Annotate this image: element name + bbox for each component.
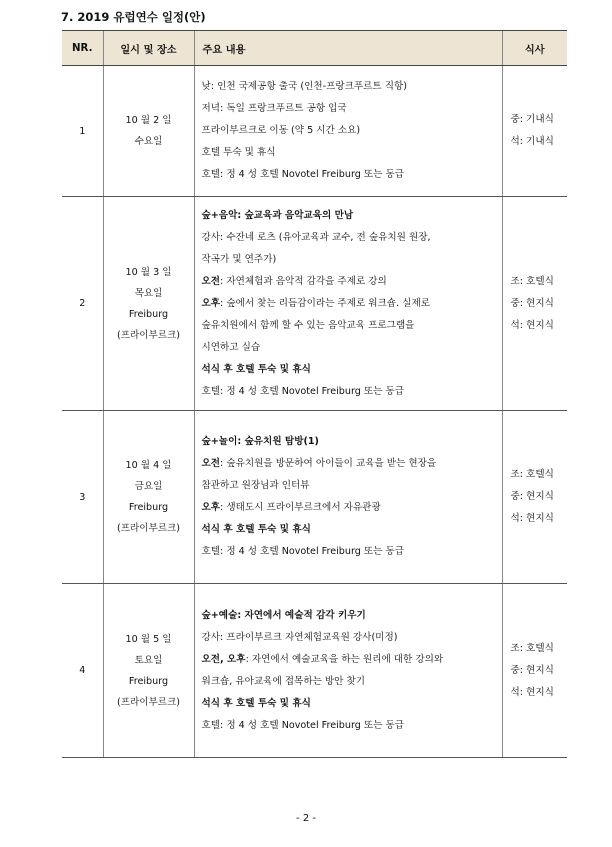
content-text: : 자연에서 예술교육을 하는 원리에 대한 강의와 bbox=[245, 653, 444, 665]
content-line bbox=[202, 337, 502, 359]
content-line bbox=[202, 227, 502, 249]
table-row bbox=[62, 197, 567, 411]
content-label: 호텔 bbox=[201, 169, 221, 180]
content-text: 석식 후 호텔 투숙 및 휴식 bbox=[201, 524, 311, 535]
content-label: 강사 bbox=[201, 231, 221, 243]
content-line bbox=[202, 627, 502, 649]
content-text: 시연하고 실습 bbox=[201, 341, 261, 353]
content-line bbox=[202, 671, 502, 693]
content-text: : 수잔네 로츠 (유아교육과 교수, 전 숲유치원 원장, bbox=[220, 231, 431, 243]
content-cell bbox=[194, 584, 502, 758]
meal-cell bbox=[502, 584, 567, 758]
row-number: 1 bbox=[62, 66, 103, 197]
content-text: : 정 4 성 호텔 Novotel Freiburg 또는 동급 bbox=[220, 385, 404, 397]
content-line bbox=[202, 693, 502, 715]
date-line: 목요일 bbox=[134, 287, 163, 299]
content-label: 오전, 오후 bbox=[201, 653, 246, 665]
header-row bbox=[62, 31, 567, 66]
date-line: Freiburg bbox=[128, 675, 169, 687]
content-line bbox=[202, 76, 502, 98]
content-text: : 숲에서 찾는 리듬감이라는 주제로 워크숍. 실제로 bbox=[220, 297, 430, 309]
row-number: 3 bbox=[62, 411, 103, 584]
content-line bbox=[202, 249, 502, 271]
content-label: 낮 bbox=[201, 81, 211, 92]
content-cell bbox=[194, 197, 502, 411]
content-text: : 독일 프랑크푸르트 공항 입국 bbox=[220, 103, 347, 114]
content-label: 호텔 bbox=[201, 719, 221, 731]
date-place-cell bbox=[103, 584, 194, 758]
schedule-table bbox=[62, 30, 567, 758]
meal-line: 석: 기내식 bbox=[510, 136, 554, 147]
content-label: 호텔 bbox=[201, 546, 221, 557]
table-row bbox=[62, 411, 567, 584]
content-label: 오후 bbox=[201, 297, 221, 309]
content-text: 석식 후 호텔 투숙 및 휴식 bbox=[201, 363, 311, 375]
content-text: 작곡가 및 연주가) bbox=[201, 253, 277, 265]
content-text: : 프라이부르크 자연체험교육원 강사(미정) bbox=[220, 631, 398, 643]
page-number: - 2 - bbox=[296, 813, 316, 824]
content-label: 호텔 bbox=[201, 385, 221, 397]
content-line bbox=[202, 431, 502, 453]
content-label: 강사 bbox=[201, 631, 221, 643]
content-text: 숲+놀이: 숲유치원 탐방(1) bbox=[201, 436, 319, 447]
content-line bbox=[202, 649, 502, 671]
content-text: : 정 4 성 호텔 Novotel Freiburg 또는 동급 bbox=[220, 546, 404, 557]
content-cell bbox=[194, 411, 502, 584]
content-line bbox=[202, 120, 502, 142]
meal-cell bbox=[502, 197, 567, 411]
content-text: : 정 4 성 호텔 Novotel Freiburg 또는 동급 bbox=[220, 719, 404, 731]
header-content: 주요 내용 bbox=[194, 31, 502, 66]
date-line: 토요일 bbox=[134, 654, 163, 666]
content-text: 숲유치원에서 함께 할 수 있는 음악교육 프로그램을 bbox=[201, 319, 415, 331]
content-line bbox=[202, 164, 502, 186]
content-text: 참관하고 원장님과 인터뷰 bbox=[201, 480, 310, 491]
content-line bbox=[202, 381, 502, 403]
content-label: 오후 bbox=[201, 502, 221, 513]
content-label: 저녁 bbox=[201, 103, 221, 114]
content-line bbox=[202, 475, 502, 497]
content-line bbox=[202, 271, 502, 293]
meal-line: 중: 현지식 bbox=[510, 491, 554, 502]
row-number: 4 bbox=[62, 584, 103, 758]
content-line bbox=[202, 142, 502, 164]
meal-line: 조: 호텔식 bbox=[510, 469, 554, 480]
date-place-cell bbox=[103, 197, 194, 411]
table-row bbox=[62, 584, 567, 758]
content-cell bbox=[194, 66, 502, 197]
header-nr: NR. bbox=[62, 31, 103, 66]
content-text: : 숲유치원을 방문하여 아이들이 교육을 받는 현장을 bbox=[220, 458, 437, 469]
header-date-place: 일시 및 장소 bbox=[103, 31, 194, 66]
content-text: 숲+음악: 숲교육과 음악교육의 만남 bbox=[201, 209, 354, 221]
section-title: 7. 2019 유럽연수 일정(안) bbox=[61, 10, 206, 24]
date-line: (프라이부르크) bbox=[116, 329, 181, 341]
meal-line: 석: 현지식 bbox=[510, 319, 554, 331]
meal-cell bbox=[502, 411, 567, 584]
date-line: (프라이부르크) bbox=[116, 523, 181, 534]
content-text: 숲+예술: 자연에서 예술적 감각 키우기 bbox=[201, 609, 366, 621]
content-line bbox=[202, 293, 502, 315]
content-line bbox=[202, 453, 502, 475]
row-number: 2 bbox=[62, 197, 103, 411]
content-line bbox=[202, 519, 502, 541]
date-line: Freiburg bbox=[128, 308, 169, 320]
date-line: 금요일 bbox=[134, 481, 163, 492]
table-row bbox=[62, 66, 567, 197]
content-label: 오전 bbox=[201, 458, 221, 469]
date-line: 10 월 2 일 bbox=[125, 115, 172, 126]
content-line bbox=[202, 497, 502, 519]
meal-line: 중: 현지식 bbox=[510, 664, 554, 676]
header-meal: 식사 bbox=[502, 31, 567, 66]
content-text: : 생태도시 프라이부르크에서 자유관광 bbox=[220, 502, 381, 513]
date-line: 10 월 5 일 bbox=[125, 633, 172, 645]
meal-line: 중: 기내식 bbox=[510, 114, 554, 125]
meal-line: 석: 현지식 bbox=[510, 686, 554, 698]
content-line bbox=[202, 715, 502, 737]
content-label: 오전 bbox=[201, 275, 221, 287]
content-text: 석식 후 호텔 투숙 및 휴식 bbox=[201, 697, 311, 709]
content-line bbox=[202, 605, 502, 627]
content-text: : 자연체험과 음악적 감각을 주제로 강의 bbox=[220, 275, 387, 287]
date-line: 10 월 3 일 bbox=[125, 266, 172, 278]
content-text: : 정 4 성 호텔 Novotel Freiburg 또는 동급 bbox=[220, 169, 404, 180]
content-text: 호텔 투숙 및 휴식 bbox=[201, 147, 276, 158]
date-line: 수요일 bbox=[134, 136, 163, 147]
meal-line: 중: 현지식 bbox=[510, 297, 554, 309]
content-line bbox=[202, 315, 502, 337]
date-line: Freiburg bbox=[128, 502, 169, 513]
date-line: (프라이부르크) bbox=[116, 696, 181, 708]
content-line bbox=[202, 541, 502, 563]
content-line bbox=[202, 98, 502, 120]
content-text: 워크숍, 유아교육에 접목하는 방안 찾기 bbox=[201, 675, 366, 687]
content-text: 프라이부르크로 이동 (약 5 시간 소요) bbox=[201, 125, 361, 136]
content-text: : 인천 국제공항 출국 (인천-프랑크푸르트 직항) bbox=[210, 81, 408, 92]
content-line bbox=[202, 359, 502, 381]
meal-line: 조: 호텔식 bbox=[510, 275, 554, 287]
content-line bbox=[202, 205, 502, 227]
date-place-cell bbox=[103, 66, 194, 197]
date-line: 10 월 4 일 bbox=[125, 460, 172, 471]
meal-cell bbox=[502, 66, 567, 197]
meal-line: 석: 현지식 bbox=[510, 513, 554, 524]
date-place-cell bbox=[103, 411, 194, 584]
meal-line: 조: 호텔식 bbox=[510, 642, 554, 654]
